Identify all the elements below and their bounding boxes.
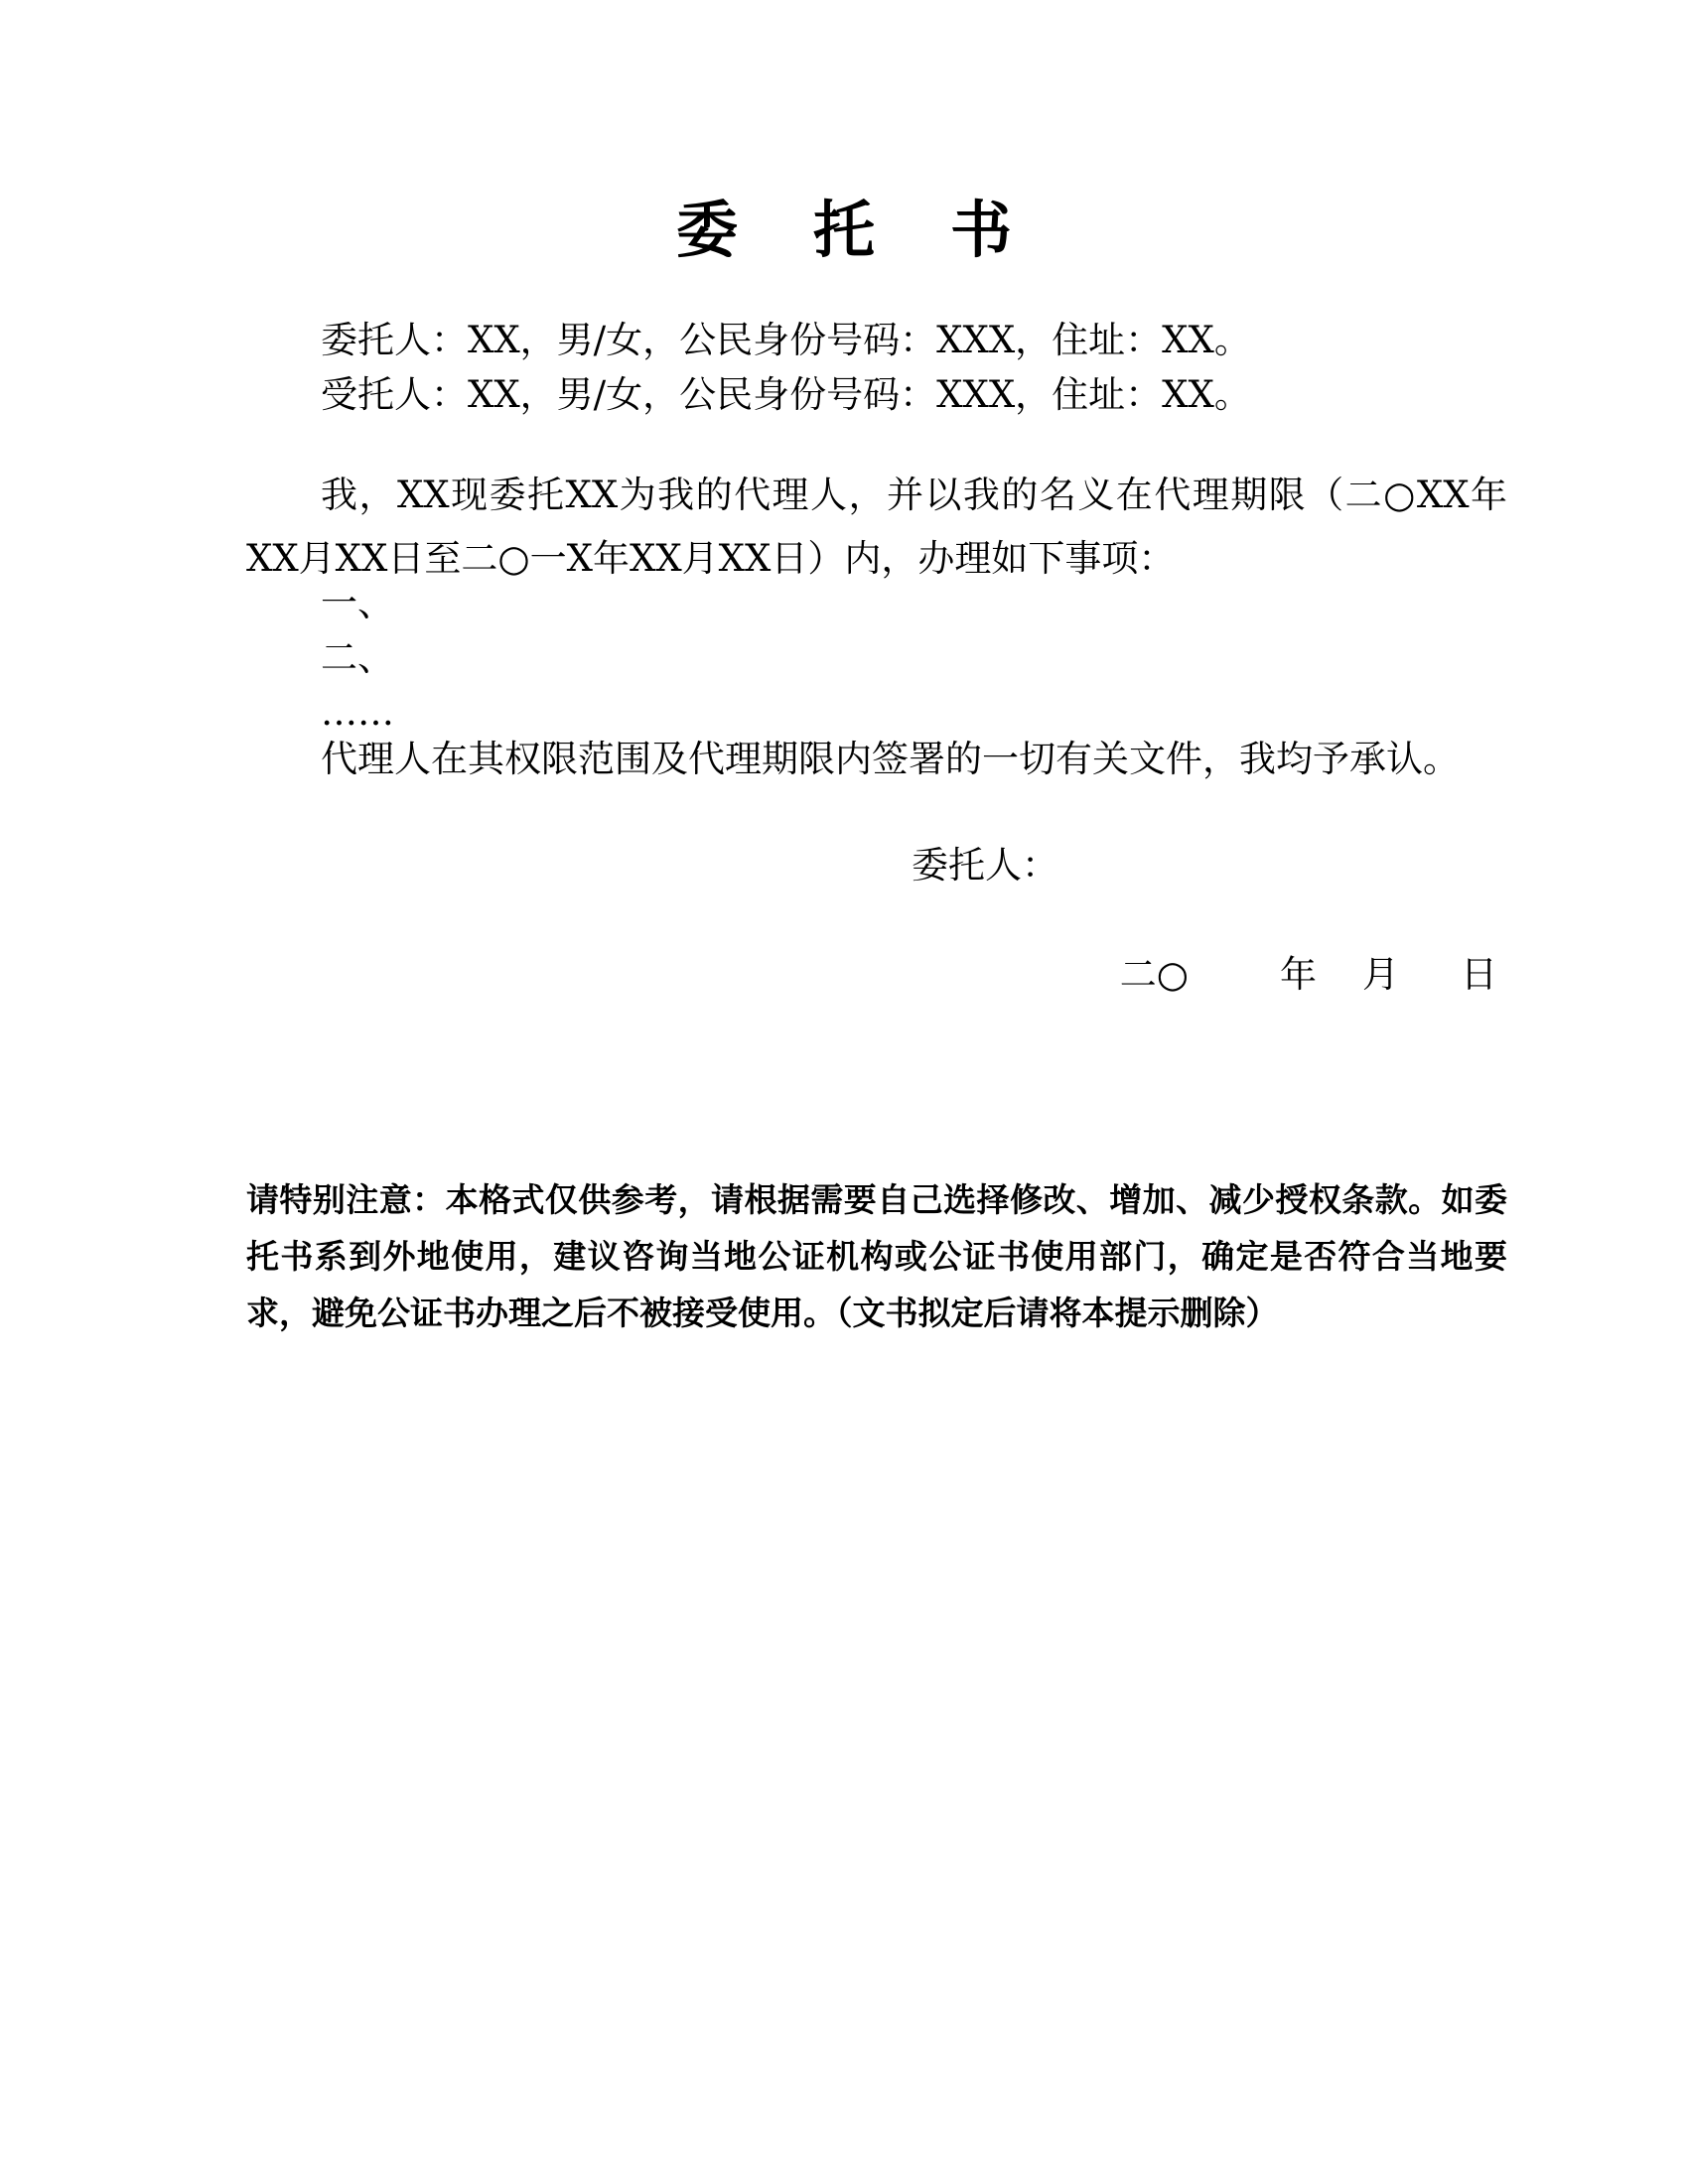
- item-one: 一、: [321, 582, 394, 624]
- date-year: 年: [1280, 953, 1317, 996]
- date-month: 月: [1362, 953, 1399, 996]
- date-day: 日: [1461, 953, 1497, 996]
- authorization-paragraph: 我，XX现委托XX为我的代理人，并以我的名义在代理期限（二○XX年XX月XX日至二○一X年XX月XX日）内，办理如下事项：: [246, 474, 1507, 580]
- document-title: [0, 191, 1688, 270]
- special-notice: 请特别注意：本格式仅供参考，请根据需要自己选择修改、增加、减少授权条款。如委托书系到外地使用，建议咨询当地公证机构或公证书使用部门，确定是否符合当地要求，避免公证书办理之后不被接受使用。（文书拟定后请将本提示删除）: [246, 1180, 1507, 1332]
- closing-statement: 代理人在其权限范围及代理期限内签署的一切有关文件，我均予承认。: [321, 738, 1460, 780]
- agent-line: 受托人：XX，男/女，公民身份号码：XXX，住址：XX。: [321, 373, 1251, 416]
- date-line: [1120, 950, 1497, 1000]
- item-ellipsis: ……: [321, 691, 394, 734]
- principal-line: 委托人：XX，男/女，公民身份号码：XXX，住址：XX。: [321, 319, 1251, 361]
- item-two: 二、: [321, 636, 394, 679]
- title-char-1: 委: [675, 194, 738, 266]
- date-year-prefix: 二○: [1119, 953, 1189, 996]
- title-char-2: 托: [812, 194, 875, 266]
- signature-label: 委托人：: [912, 844, 1058, 887]
- title-char-3: 书: [950, 194, 1013, 266]
